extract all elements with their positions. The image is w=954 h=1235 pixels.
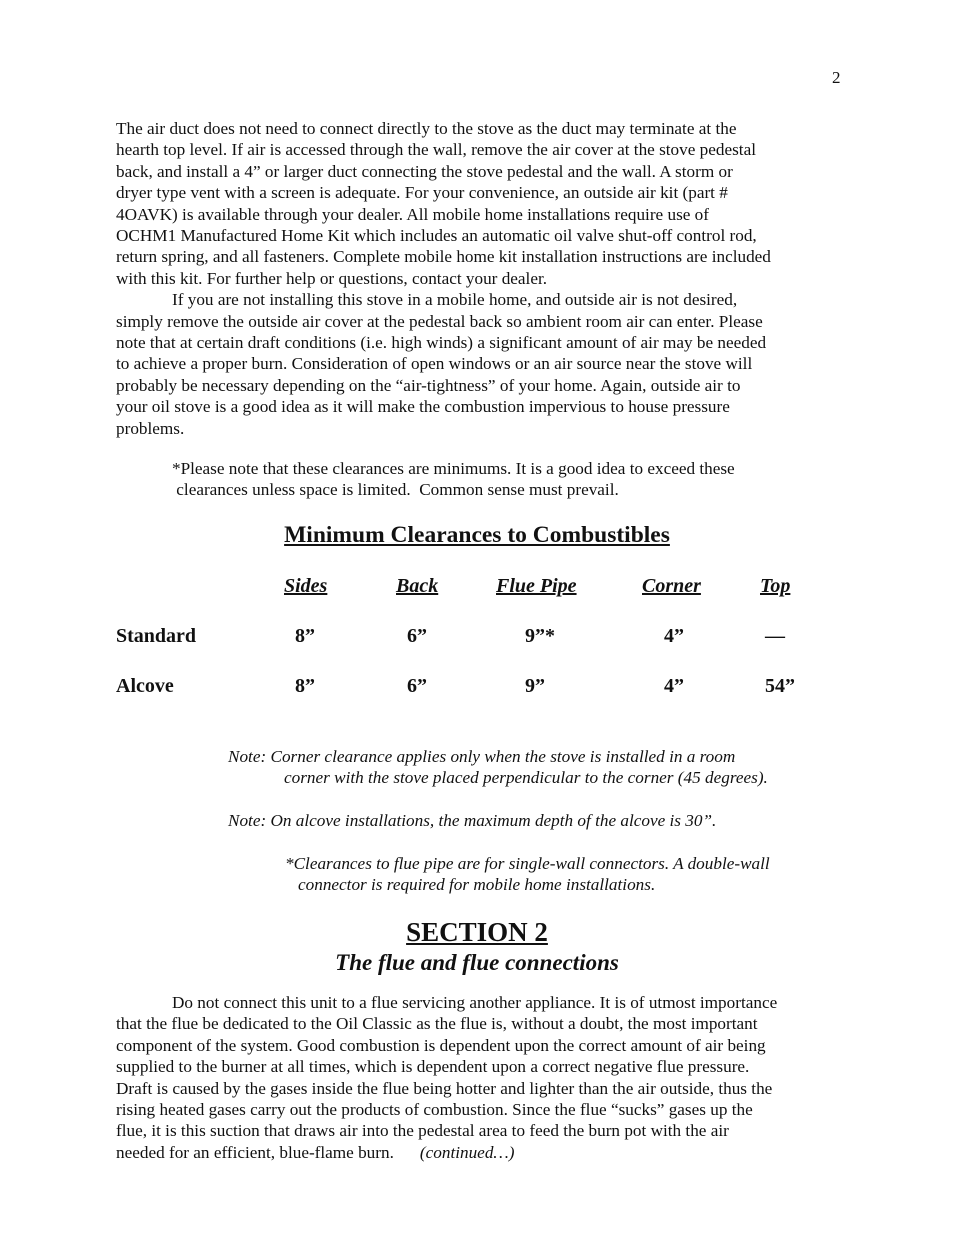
row-label-standard: Standard xyxy=(116,625,197,647)
intro-paragraph xyxy=(116,118,841,439)
text-line: Note: On alcove installations, the maximum depth of the alcove is 30”. xyxy=(228,811,717,830)
text-line-last xyxy=(116,1142,841,1163)
column-header-top: Top xyxy=(760,575,791,597)
section-paragraph xyxy=(116,992,841,1163)
alcove-note xyxy=(228,810,716,831)
text-line: hearth top level. If air is accessed through the wall, remove the air cover at the stove pedestal xyxy=(116,140,756,160)
text-fragment: needed for an efficient, blue-flame burn. xyxy=(116,1142,394,1162)
text-line: to achieve a proper burn. Consideration of open windows or an air source near the stove will xyxy=(116,354,753,374)
text-line: dryer type vent with a screen is adequate. For your convenience, an outside air kit (part # xyxy=(116,183,728,203)
text-line: with this kit. For further help or questions, contact your dealer. xyxy=(116,268,548,288)
table-cell: 54” xyxy=(765,675,795,697)
column-header-flue-pipe: Flue Pipe xyxy=(496,575,577,597)
table-cell: 6” xyxy=(407,675,427,697)
section-subtitle: The flue and flue connections xyxy=(335,950,619,975)
table-cell: 4” xyxy=(664,625,684,647)
text-line: Note: Corner clearance applies only when the stove is installed in a room xyxy=(228,747,736,766)
text-line: that the flue be dedicated to the Oil Classic as the flue is, without a doubt, the most important xyxy=(116,1014,758,1034)
continued-label: (continued…) xyxy=(419,1142,515,1162)
column-header-sides: Sides xyxy=(284,575,328,597)
corner-note xyxy=(228,746,768,789)
flue-note xyxy=(285,853,770,896)
column-header-corner: Corner xyxy=(642,575,701,597)
text-line: clearances unless space is limited. Common sense must prevail. xyxy=(172,480,619,500)
text-line: supplied to the burner at all times, which is dependent upon a correct negative flue pressure. xyxy=(116,1057,750,1077)
page-number: 2 xyxy=(832,68,841,87)
text-line: return spring, and all fasteners. Complete mobile home kit installation instructions are included xyxy=(116,247,771,267)
text-line: note that at certain draft conditions (i.e. high winds) a significant amount of air may be needed xyxy=(116,333,767,353)
text-line: 4OAVK) is available through your dealer. All mobile home installations require use of xyxy=(116,204,709,224)
section-title: SECTION 2 xyxy=(406,917,548,947)
text-line: your oil stove is a good idea as it will make the combustion impervious to house pressure xyxy=(116,397,730,417)
text-line: Draft is caused by the gases inside the flue being hotter and lighter than the air outside, thus the xyxy=(116,1078,773,1098)
table-cell: 9”* xyxy=(525,625,555,647)
text-line: simply remove the outside air cover at the pedestal back so ambient room air can enter. Please xyxy=(116,311,763,331)
table-cell: 6” xyxy=(407,625,427,647)
column-header-back: Back xyxy=(396,575,439,597)
text-line: probably be necessary depending on the “air-tightness” of your home. Again, outside air to xyxy=(116,375,741,395)
text-line: flue, it is this suction that draws air into the pedestal area to feed the burn pot with the air xyxy=(116,1121,729,1141)
text-line: problems. xyxy=(116,418,185,438)
text-line: The air duct does not need to connect directly to the stove as the duct may terminate at the xyxy=(116,119,737,138)
row-label-alcove: Alcove xyxy=(116,675,174,697)
text-line: *Please note that these clearances are minimums. It is a good idea to exceed these xyxy=(172,459,735,478)
text-line: Do not connect this unit to a flue servicing another appliance. It is of utmost importance xyxy=(172,993,778,1012)
table-cell: 9” xyxy=(525,675,545,697)
text-line: If you are not installing this stove in a mobile home, and outside air is not desired, xyxy=(172,290,738,310)
table-cell: 4” xyxy=(664,675,684,697)
clearance-note xyxy=(172,458,735,501)
text-line: *Clearances to flue pipe are for single-wall connectors. A double-wall xyxy=(285,854,770,873)
text-line: OCHM1 Manufactured Home Kit which includes an automatic oil valve shut-off control rod, xyxy=(116,226,757,246)
text-line: rising heated gases carry out the products of combustion. Since the flue “sucks” gases up the xyxy=(116,1100,753,1120)
text-line: connector is required for mobile home installations. xyxy=(298,875,656,895)
table-cell: 8” xyxy=(295,675,315,697)
table-title: Minimum Clearances to Combustibles xyxy=(284,522,670,548)
table-cell: — xyxy=(765,625,785,647)
text-line: back, and install a 4” or larger duct connecting the stove pedestal and the wall. A storm or xyxy=(116,161,733,181)
table-cell: 8” xyxy=(295,625,315,647)
text-line: corner with the stove placed perpendicular to the corner (45 degrees). xyxy=(284,768,768,788)
text-line: component of the system. Good combustion is dependent upon the correct amount of air being xyxy=(116,1035,766,1055)
